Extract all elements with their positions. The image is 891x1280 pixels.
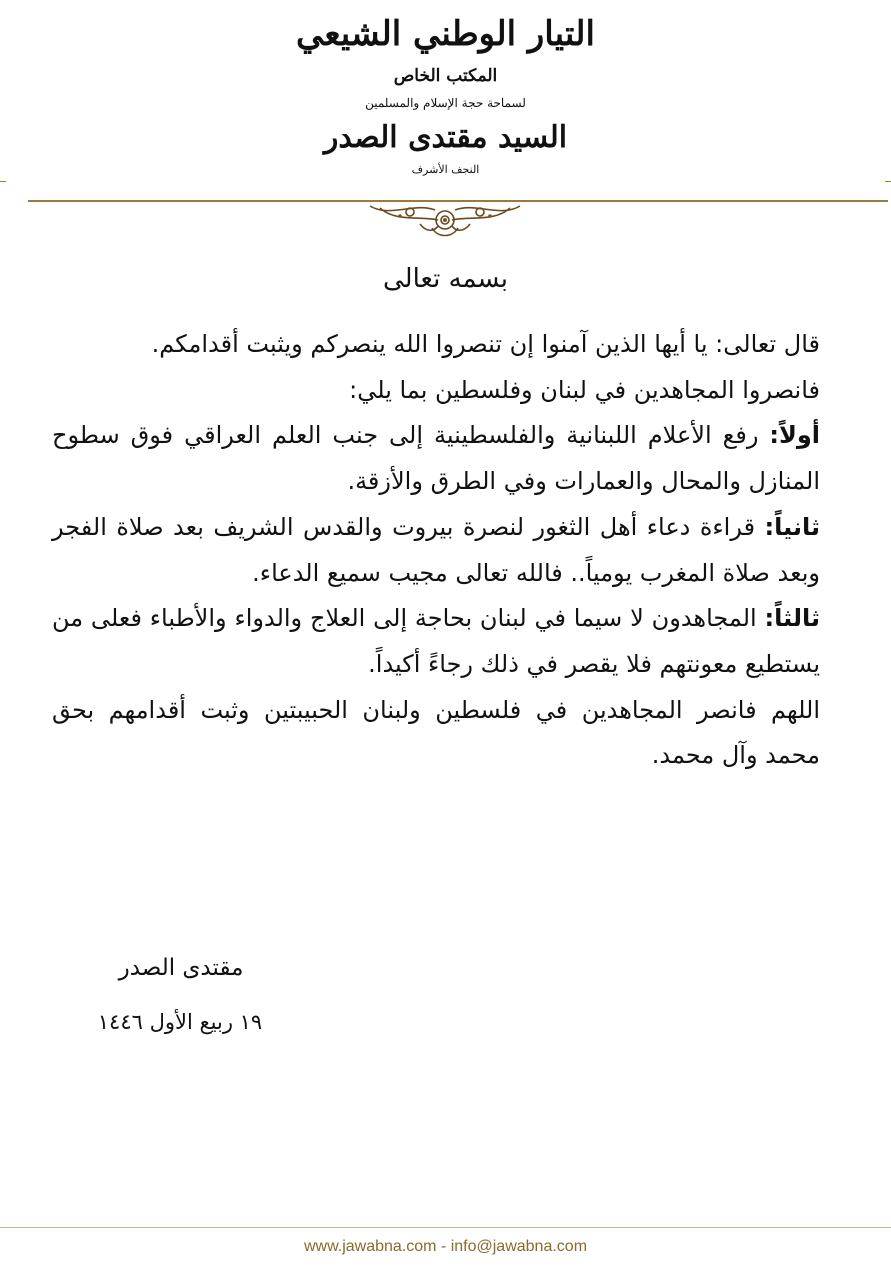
letterhead-title: التيار الوطني الشيعي (296, 14, 595, 54)
footer-divider (0, 1227, 891, 1228)
paragraph (52, 413, 820, 504)
paragraph-text: رفع الأعلام اللبنانية والفلسطينية إلى جنب العلم العراقي فوق سطوح المنازل والمحال والعمارات وفي الطرق والأزقة. (52, 421, 820, 496)
letterhead-office: المكتب الخاص (393, 66, 498, 86)
letterhead-city: النجف الأشرف (411, 163, 480, 176)
letter-body (52, 322, 820, 779)
paragraph-text: فانصروا المجاهدين في لبنان وفلسطين بما يلي: (349, 375, 820, 404)
paragraph (52, 505, 820, 596)
paragraph-text: اللهم فانصر المجاهدين في فلسطين ولبنان الحبيبتين وثبت أقدامهم بحق محمد وآل محمد. (52, 695, 820, 770)
side-rule-right (885, 181, 891, 182)
paragraph (52, 322, 820, 368)
paragraph (52, 688, 820, 779)
letterhead-honorific: لسماحة حجة الإسلام والمسلمين (365, 96, 526, 110)
side-rule-left (0, 181, 6, 182)
signature-date: ١٩ ربيع الأول ١٤٤٦ (97, 1010, 263, 1034)
ornament-icon (360, 198, 530, 242)
paragraph-lead: ثانياً: (764, 512, 820, 541)
paragraph-text: قراءة دعاء أهل الثغور لنصرة بيروت والقدس الشريف بعد صلاة الفجر وبعد صلاة المغرب يومياً.. فالله تعالى مجيب سميع الدعاء. (52, 512, 820, 587)
footer-contact[interactable]: www.jawabna.com - info@jawabna.com (303, 1238, 588, 1255)
paragraph (52, 368, 820, 414)
letterhead (0, 0, 891, 250)
letterhead-name: السيد مقتدى الصدر (323, 120, 568, 155)
paragraph-text: قال تعالى: يا أيها الذين آمنوا إن تنصروا الله ينصركم ويثبت أقدامكم. (151, 330, 820, 358)
paragraph (52, 596, 820, 687)
signature-name: مقتدى الصدر (118, 955, 244, 981)
paragraph-lead: ثالثاً: (764, 604, 820, 633)
paragraph-text: المجاهدون لا سيما في لبنان بحاجة إلى العلاج والدواء والأطباء فعلى من يستطيع معونتهم فلا يقصر في ذلك رجاءً أكيداً. (52, 604, 820, 678)
basmala: بسمه تعالى (383, 264, 508, 294)
paragraph-lead: أولاً: (769, 421, 820, 450)
